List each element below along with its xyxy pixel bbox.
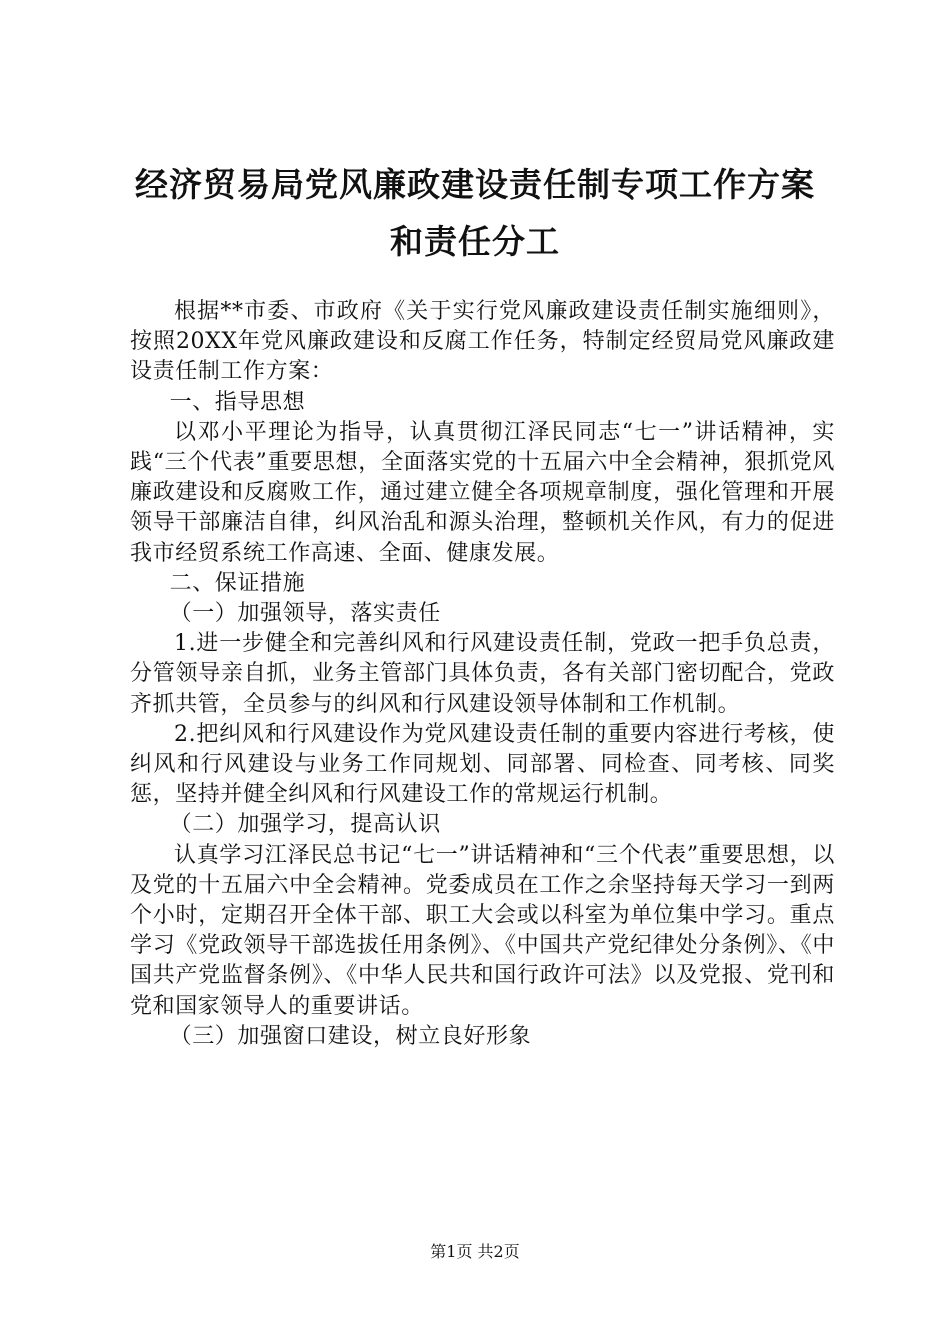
section-heading-measures: 二、保证措施 — [169, 570, 306, 596]
subheading-study: （二）加强学习，提高认识 — [169, 812, 441, 838]
page-number-footer: 第1页 共2页 — [430, 1242, 520, 1261]
section-heading-guiding-ideology: 一、指导思想 — [169, 389, 306, 415]
document-title-line-2: 和责任分工 — [390, 222, 560, 261]
paragraph-item-2: 2.把纠风和行风建设作为党风建设责任制的重要内容进行考核，使纠风和行风建设与业务工作同规划、同部署、同检查、同考核、同奖惩，坚持并健全纠风和行风建设工作的常规运行机制。 — [130, 721, 835, 808]
paragraph-intro: 根据**市委、市政府《关于实行党风廉政建设责任制实施细则》，按照20XX年党风廉政建设和反腐工作任务，特制定经贸局党风廉政建设责任制工作方案： — [130, 299, 835, 385]
subheading-leadership: （一）加强领导，落实责任 — [169, 601, 441, 627]
document-body — [130, 297, 835, 1052]
document-title-line-1: 经济贸易局党风廉政建设责任制专项工作方案 — [135, 165, 815, 204]
paragraph-study: 认真学习江泽民总书记“七一”讲话精神和“三个代表”重要思想，以及党的十五届六中全会精神。党委成员在工作之余坚持每天学习一到两个小时，定期召开全体干部、职工大会或以科室为单位集中学习。重点学习《党政领导干部选拔任用条例》、《中国共产党纪律处分条例》、《中国共产党监督条例》、《中华人民共和国行政许可法》以及党报、党刊和党和国家领导人的重要讲话。 — [130, 842, 835, 1019]
paragraph-item-1: 1.进一步健全和完善纠风和行风建设责任制，党政一把手负总责，分管领导亲自抓，业务主管部门具体负责，各有关部门密切配合，党政齐抓共管，全员参与的纠风和行风建设领导体制和工作机制。 — [130, 631, 835, 717]
subheading-window-building: （三）加强窗口建设，树立良好形象 — [169, 1023, 532, 1049]
paragraph-guiding-ideology: 以邓小平理论为指导，认真贯彻江泽民同志“七一”讲话精神，实践“三个代表”重要思想，全面落实党的十五届六中全会精神，狠抓党风廉政建设和反腐败工作，通过建立健全各项规章制度，强化管理和开展领导干部廉洁自律，纠风治乱和源头治理，整顿机关作风，有力的促进我市经贸系统工作高速、全面、健康发展。 — [130, 419, 835, 566]
